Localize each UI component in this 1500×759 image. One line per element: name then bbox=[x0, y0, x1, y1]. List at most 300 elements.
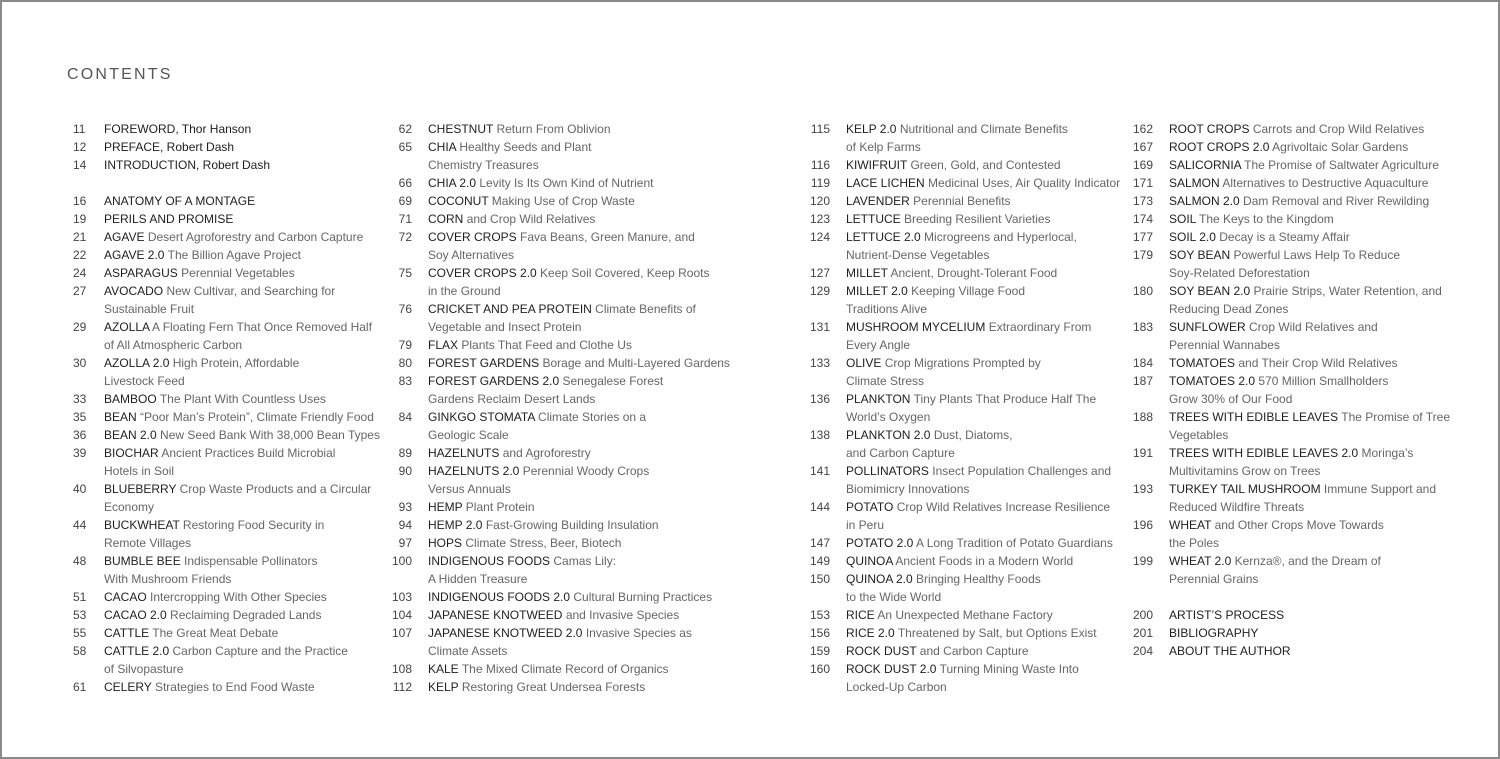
toc-entry-heading: CHIA bbox=[428, 140, 457, 154]
toc-entry[interactable] bbox=[1121, 624, 1450, 642]
toc-entry-line bbox=[428, 408, 646, 426]
toc-entry[interactable] bbox=[380, 354, 730, 372]
toc-entry[interactable] bbox=[56, 156, 380, 174]
toc-entry[interactable] bbox=[56, 606, 380, 624]
toc-entry-text bbox=[1169, 138, 1408, 156]
toc-entry-text bbox=[428, 300, 696, 336]
toc-entry-subtitle: Perennial Woody Crops bbox=[522, 464, 650, 478]
toc-page-number: 104 bbox=[391, 608, 412, 622]
toc-entry-subtitle: Climate Stories on a bbox=[538, 410, 647, 424]
toc-page-number: 144 bbox=[809, 500, 830, 514]
toc-entry-heading: MILLET bbox=[846, 266, 888, 280]
toc-entry[interactable] bbox=[798, 390, 1120, 426]
toc-entry[interactable] bbox=[56, 390, 380, 408]
toc-entry[interactable] bbox=[798, 462, 1120, 498]
toc-entry-heading: HAZELNUTS 2.0 bbox=[428, 464, 520, 478]
toc-entry[interactable] bbox=[798, 552, 1120, 570]
toc-entry-text bbox=[104, 282, 335, 318]
toc-entry[interactable] bbox=[56, 210, 380, 228]
toc-page-number: 108 bbox=[391, 662, 412, 676]
toc-page-number: 115 bbox=[810, 122, 830, 136]
toc-entry[interactable] bbox=[1121, 444, 1450, 480]
toc-entry-subtitle-continued: Traditions Alive bbox=[846, 302, 927, 316]
toc-entry-heading: SOY BEAN bbox=[1169, 248, 1231, 262]
toc-entry-line bbox=[846, 462, 1111, 480]
toc-entry[interactable] bbox=[380, 462, 730, 498]
toc-entry-subtitle-continued: in the Ground bbox=[428, 284, 501, 298]
toc-entry-text bbox=[1169, 246, 1400, 282]
toc-entry-text bbox=[104, 642, 348, 678]
toc-entry[interactable] bbox=[56, 552, 380, 588]
toc-entry[interactable] bbox=[380, 534, 730, 552]
toc-entry[interactable] bbox=[1121, 480, 1450, 516]
toc-entry-text bbox=[1169, 480, 1436, 516]
toc-entry-subtitle: and Agroforestry bbox=[502, 446, 591, 460]
toc-entry-heading: BIOCHAR bbox=[104, 446, 159, 460]
toc-entry-line bbox=[1169, 642, 1291, 660]
toc-entry-text bbox=[104, 408, 374, 426]
toc-entry-line bbox=[104, 192, 255, 210]
toc-page-number: 19 bbox=[73, 212, 87, 226]
toc-entry-line bbox=[1169, 372, 1388, 390]
toc-entry-heading: MUSHROOM MYCELIUM bbox=[846, 320, 986, 334]
toc-entry[interactable] bbox=[56, 318, 380, 354]
toc-entry-heading: PREFACE, Robert Dash bbox=[104, 140, 235, 154]
toc-entry-heading: JAPANESE KNOTWEED 2.0 bbox=[428, 626, 583, 640]
toc-entry[interactable] bbox=[56, 282, 380, 318]
toc-entry-subtitle: Tiny Plants That Produce Half The bbox=[913, 392, 1097, 406]
toc-entry-line bbox=[1169, 408, 1450, 426]
toc-entry-text bbox=[104, 426, 380, 444]
toc-entry-heading: KELP bbox=[428, 680, 459, 694]
toc-entry-subtitle-continued: Reducing Dead Zones bbox=[1169, 302, 1289, 316]
toc-entry-heading: CRICKET AND PEA PROTEIN bbox=[428, 302, 592, 316]
toc-entry-subtitle: Crop Migrations Prompted by bbox=[884, 356, 1041, 370]
toc-page-number: 201 bbox=[1132, 626, 1153, 640]
toc-entry[interactable] bbox=[380, 660, 730, 678]
toc-entry-line bbox=[428, 120, 611, 138]
toc-entry[interactable] bbox=[380, 588, 730, 606]
toc-entry[interactable] bbox=[798, 192, 1120, 210]
toc-entry-line bbox=[846, 210, 1051, 228]
toc-entry[interactable] bbox=[380, 192, 730, 210]
toc-entry[interactable] bbox=[1121, 228, 1450, 246]
toc-entry[interactable] bbox=[56, 444, 380, 480]
toc-page-number: 149 bbox=[809, 554, 830, 568]
toc-entry-text bbox=[428, 624, 692, 660]
toc-entry[interactable] bbox=[56, 516, 380, 552]
toc-entry[interactable] bbox=[1121, 408, 1450, 444]
toc-page-number: 65 bbox=[398, 140, 412, 154]
toc-entry-line bbox=[846, 318, 1091, 336]
toc-entry-subtitle: Threatened by Salt, but Options Exist bbox=[897, 626, 1097, 640]
toc-entry-line bbox=[1169, 552, 1381, 570]
toc-column-2 bbox=[380, 120, 730, 696]
toc-entry[interactable] bbox=[798, 282, 1120, 318]
toc-column-1 bbox=[56, 120, 380, 696]
toc-entry-line bbox=[428, 174, 653, 192]
toc-entry-subtitle-continued: Climate Assets bbox=[428, 644, 508, 658]
toc-entry-line bbox=[1169, 138, 1408, 156]
toc-page-number: 35 bbox=[73, 410, 87, 424]
toc-entry-line bbox=[846, 228, 1077, 246]
toc-entry-subtitle-continued: Remote Villages bbox=[104, 536, 192, 550]
toc-entry[interactable] bbox=[56, 228, 380, 246]
toc-entry-text bbox=[1169, 642, 1291, 660]
toc-page-number: 141 bbox=[809, 464, 830, 478]
toc-entry-subtitle: A Long Tradition of Potato Guardians bbox=[916, 536, 1113, 550]
toc-entry[interactable] bbox=[798, 570, 1120, 606]
toc-entry[interactable] bbox=[1121, 642, 1450, 660]
toc-entry-heading: FOREST GARDENS 2.0 bbox=[428, 374, 560, 388]
toc-entry-subtitle: Carrots and Crop Wild Relatives bbox=[1252, 122, 1425, 136]
toc-entry-text bbox=[428, 444, 591, 462]
toc-entry[interactable] bbox=[380, 624, 730, 660]
toc-entry-line bbox=[104, 426, 380, 444]
toc-entry-line bbox=[846, 282, 1025, 300]
toc-entry-subtitle: Turning Mining Waste Into bbox=[939, 662, 1079, 676]
toc-entry-text bbox=[846, 174, 1120, 192]
toc-entry-text bbox=[428, 354, 730, 372]
toc-entry-text bbox=[104, 354, 299, 390]
toc-entry-text bbox=[1169, 228, 1350, 246]
toc-entry-heading: RICE 2.0 bbox=[846, 626, 895, 640]
toc-entry-subtitle: Prairie Strips, Water Retention, and bbox=[1253, 284, 1442, 298]
toc-entry-subtitle: The Billion Agave Project bbox=[167, 248, 302, 262]
toc-entry-subtitle: The Promise of Tree bbox=[1341, 410, 1450, 424]
toc-entry-text bbox=[104, 588, 327, 606]
toc-page-number: 127 bbox=[809, 266, 830, 280]
toc-page-number: 169 bbox=[1132, 158, 1153, 172]
toc-entry-heading: TOMATOES 2.0 bbox=[1169, 374, 1256, 388]
toc-entry-line bbox=[428, 336, 632, 354]
toc-entry-heading: PLANKTON bbox=[846, 392, 911, 406]
toc-entry-subtitle-continued: A Hidden Treasure bbox=[428, 572, 528, 586]
toc-entry-text bbox=[1169, 318, 1378, 354]
toc-entry-heading: GINKGO STOMATA bbox=[428, 410, 535, 424]
toc-entry-subtitle-continued: to the Wide World bbox=[846, 590, 942, 604]
toc-entry-line bbox=[428, 462, 649, 480]
toc-entry[interactable] bbox=[798, 156, 1120, 174]
toc-entry-subtitle: Restoring Food Security in bbox=[182, 518, 325, 532]
toc-entry[interactable] bbox=[1121, 210, 1450, 228]
toc-entry[interactable] bbox=[56, 192, 380, 210]
toc-entry[interactable] bbox=[380, 228, 730, 264]
toc-page-number: 133 bbox=[809, 356, 830, 370]
toc-entry-subtitle: Healthy Seeds and Plant bbox=[459, 140, 592, 154]
toc-entry-line bbox=[1169, 156, 1439, 174]
toc-entry[interactable] bbox=[798, 426, 1120, 462]
toc-entry-heading: BUCKWHEAT bbox=[104, 518, 180, 532]
toc-entry-line bbox=[104, 138, 234, 156]
toc-entry[interactable] bbox=[798, 660, 1120, 696]
toc-entry-line bbox=[428, 588, 712, 606]
toc-page-number: 39 bbox=[73, 446, 87, 460]
toc-entry-line bbox=[428, 498, 535, 516]
toc-entry-subtitle: Keeping Village Food bbox=[911, 284, 1026, 298]
toc-entry[interactable] bbox=[56, 588, 380, 606]
toc-entry-line bbox=[104, 606, 321, 624]
page-title: CONTENTS bbox=[67, 66, 173, 83]
toc-entry[interactable] bbox=[380, 210, 730, 228]
toc-entry[interactable] bbox=[56, 120, 380, 138]
toc-entry[interactable] bbox=[1121, 372, 1450, 408]
toc-entry-heading: INDIGENOUS FOODS 2.0 bbox=[428, 590, 571, 604]
toc-entry-line bbox=[846, 642, 1029, 660]
toc-entry[interactable] bbox=[798, 318, 1120, 354]
toc-entry-heading: CACAO bbox=[104, 590, 147, 604]
toc-entry-subtitle-continued: Grow 30% of Our Food bbox=[1169, 392, 1293, 406]
toc-entry-subtitle: Perennial Benefits bbox=[913, 194, 1011, 208]
toc-entry-text bbox=[846, 642, 1029, 660]
toc-page-number: 27 bbox=[73, 284, 87, 298]
toc-entry[interactable] bbox=[380, 444, 730, 462]
toc-entry-text bbox=[846, 354, 1041, 390]
toc-entry[interactable] bbox=[56, 678, 380, 696]
toc-entry-subtitle: Desert Agroforestry and Carbon Capture bbox=[147, 230, 364, 244]
toc-entry-subtitle: and Their Crop Wild Relatives bbox=[1238, 356, 1398, 370]
toc-entry-text bbox=[104, 624, 278, 642]
toc-entry-line bbox=[846, 120, 1068, 138]
toc-entry[interactable] bbox=[1121, 606, 1450, 624]
toc-entry[interactable] bbox=[56, 354, 380, 390]
toc-entry[interactable] bbox=[798, 624, 1120, 642]
toc-entry-line bbox=[428, 624, 692, 642]
toc-entry[interactable] bbox=[380, 264, 730, 300]
toc-entry-text bbox=[104, 678, 315, 696]
toc-entry-line bbox=[1169, 120, 1424, 138]
toc-entry-subtitle-continued: in Peru bbox=[846, 518, 885, 532]
toc-entry-text bbox=[428, 192, 635, 210]
toc-page-number: 83 bbox=[398, 374, 412, 388]
toc-page-number: 180 bbox=[1132, 284, 1153, 298]
toc-entry-subtitle: Strategies to End Food Waste bbox=[154, 680, 315, 694]
toc-entry[interactable] bbox=[798, 228, 1120, 264]
toc-entry-subtitle: The Promise of Saltwater Agriculture bbox=[1244, 158, 1439, 172]
toc-entry-line bbox=[846, 534, 1113, 552]
toc-entry-subtitle: Moringa’s bbox=[1361, 446, 1414, 460]
toc-entry-heading: CELERY bbox=[104, 680, 152, 694]
toc-entry-heading: POTATO 2.0 bbox=[846, 536, 914, 550]
toc-entry[interactable] bbox=[1121, 282, 1450, 318]
toc-entry-line bbox=[428, 372, 663, 390]
toc-entry[interactable] bbox=[1121, 156, 1450, 174]
toc-entry-line bbox=[1169, 606, 1284, 624]
toc-entry-subtitle: Nutritional and Climate Benefits bbox=[899, 122, 1068, 136]
toc-entry-heading: COVER CROPS bbox=[428, 230, 517, 244]
toc-entry-subtitle: and Invasive Species bbox=[565, 608, 680, 622]
toc-entry-text bbox=[104, 264, 295, 282]
toc-entry[interactable] bbox=[1121, 516, 1450, 552]
toc-entry[interactable] bbox=[798, 210, 1120, 228]
toc-entry-line bbox=[1169, 246, 1400, 264]
toc-entry-text bbox=[104, 138, 234, 156]
toc-entry-subtitle: Breeding Resilient Varieties bbox=[904, 212, 1051, 226]
toc-entry-subtitle: Senegalese Forest bbox=[562, 374, 664, 388]
toc-entry[interactable] bbox=[380, 138, 730, 174]
toc-entry-text bbox=[428, 228, 695, 264]
toc-entry[interactable] bbox=[1121, 354, 1450, 372]
toc-entry[interactable] bbox=[56, 246, 380, 264]
toc-entry[interactable] bbox=[798, 606, 1120, 624]
toc-entry-line bbox=[1169, 516, 1384, 534]
toc-entry[interactable] bbox=[798, 498, 1120, 534]
toc-page-number: 193 bbox=[1132, 482, 1153, 496]
toc-entry-heading: HEMP bbox=[428, 500, 463, 514]
toc-page-number: 174 bbox=[1132, 212, 1153, 226]
toc-entry[interactable] bbox=[380, 498, 730, 516]
toc-entry-heading: KIWIFRUIT bbox=[846, 158, 908, 172]
toc-entry-heading: ANATOMY OF A MONTAGE bbox=[104, 194, 256, 208]
toc-entry-text bbox=[104, 318, 372, 354]
toc-entry-text bbox=[846, 120, 1068, 156]
toc-entry[interactable] bbox=[380, 516, 730, 534]
toc-spacer bbox=[56, 174, 380, 192]
toc-entry-heading: LAVENDER bbox=[846, 194, 910, 208]
toc-entry[interactable] bbox=[798, 642, 1120, 660]
toc-entry[interactable] bbox=[380, 300, 730, 336]
toc-entry-subtitle-continued: Nutrient-Dense Vegetables bbox=[846, 248, 990, 262]
toc-entry-subtitle-continued: Sustainable Fruit bbox=[104, 302, 195, 316]
toc-page-number: 48 bbox=[73, 554, 87, 568]
toc-entry-line bbox=[428, 678, 645, 696]
toc-page-number: 183 bbox=[1132, 320, 1153, 334]
toc-entry[interactable] bbox=[56, 642, 380, 678]
toc-entry-heading: AGAVE bbox=[104, 230, 145, 244]
toc-entry-text bbox=[428, 606, 679, 624]
toc-entry-text bbox=[428, 210, 595, 228]
toc-entry-heading: POTATO bbox=[846, 500, 894, 514]
toc-entry-line bbox=[104, 588, 327, 606]
toc-entry-heading: SOY BEAN 2.0 bbox=[1169, 284, 1251, 298]
toc-page-number: 94 bbox=[398, 518, 412, 532]
toc-entry-heading: AVOCADO bbox=[104, 284, 164, 298]
toc-page-number: 131 bbox=[809, 320, 830, 334]
toc-entry-line bbox=[846, 606, 1053, 624]
toc-entry-heading: SALICORNIA bbox=[1169, 158, 1242, 172]
toc-entry-text bbox=[1169, 282, 1442, 318]
toc-entry[interactable] bbox=[1121, 318, 1450, 354]
toc-entry-text bbox=[1169, 210, 1334, 228]
toc-entry-line bbox=[846, 552, 1073, 570]
toc-spacer bbox=[1121, 588, 1450, 606]
toc-page-number: 29 bbox=[73, 320, 87, 334]
toc-entry-heading: SOIL 2.0 bbox=[1169, 230, 1216, 244]
toc-entry-heading: PLANKTON 2.0 bbox=[846, 428, 931, 442]
toc-entry-subtitle-continued: Vegetables bbox=[1169, 428, 1229, 442]
toc-entry[interactable] bbox=[1121, 138, 1450, 156]
toc-entry[interactable] bbox=[1121, 246, 1450, 282]
toc-page-number: 179 bbox=[1132, 248, 1153, 262]
toc-entry-line bbox=[104, 444, 335, 462]
toc-page-number: 160 bbox=[809, 662, 830, 676]
toc-page-number: 187 bbox=[1132, 374, 1153, 388]
toc-entry-heading: POLLINATORS bbox=[846, 464, 929, 478]
toc-entry-subtitle: Dam Removal and River Rewilding bbox=[1243, 194, 1430, 208]
toc-entry-line bbox=[104, 210, 233, 228]
toc-page-number: 69 bbox=[398, 194, 412, 208]
toc-entry-subtitle: Extraordinary From bbox=[988, 320, 1092, 334]
toc-entry[interactable] bbox=[798, 174, 1120, 192]
toc-entry-subtitle-continued: Every Angle bbox=[846, 338, 911, 352]
toc-page-number: 153 bbox=[809, 608, 830, 622]
toc-entry-text bbox=[428, 372, 663, 408]
toc-entry-line bbox=[428, 444, 591, 462]
toc-entry-text bbox=[1169, 156, 1439, 174]
toc-entry[interactable] bbox=[1121, 192, 1450, 210]
toc-entry-subtitle-continued: Multivitamins Grow on Trees bbox=[1169, 464, 1321, 478]
toc-page-number: 66 bbox=[398, 176, 412, 190]
toc-entry-subtitle-continued: Economy bbox=[104, 500, 155, 514]
toc-entry-subtitle: The Great Meat Debate bbox=[152, 626, 279, 640]
toc-entry[interactable] bbox=[380, 336, 730, 354]
toc-entry[interactable] bbox=[380, 552, 730, 588]
toc-entry-subtitle: Kernza®, and the Dream of bbox=[1234, 554, 1381, 568]
toc-entry[interactable] bbox=[798, 354, 1120, 390]
toc-page-number: 119 bbox=[810, 176, 830, 190]
toc-entry[interactable] bbox=[380, 408, 730, 444]
toc-entry[interactable] bbox=[380, 678, 730, 696]
toc-entry[interactable] bbox=[1121, 174, 1450, 192]
toc-page-number: 22 bbox=[73, 248, 87, 262]
toc-entry-line bbox=[104, 390, 326, 408]
toc-entry-subtitle: Ancient Practices Build Microbial bbox=[161, 446, 336, 460]
toc-entry-line bbox=[846, 498, 1110, 516]
toc-entry-heading: LETTUCE bbox=[846, 212, 901, 226]
toc-page-number: 162 bbox=[1132, 122, 1153, 136]
toc-entry-heading: FLAX bbox=[428, 338, 459, 352]
toc-entry[interactable] bbox=[380, 120, 730, 138]
toc-entry-text bbox=[428, 336, 632, 354]
toc-page-number: 200 bbox=[1132, 608, 1153, 622]
toc-page-number: 167 bbox=[1132, 140, 1153, 154]
toc-page-number: 191 bbox=[1132, 446, 1153, 460]
toc-entry-text bbox=[846, 210, 1051, 228]
toc-entry[interactable] bbox=[56, 138, 380, 156]
toc-page-number: 150 bbox=[809, 572, 830, 586]
toc-entry-heading: PERILS AND PROMISE bbox=[104, 212, 234, 226]
toc-entry-heading: BEAN 2.0 bbox=[104, 428, 157, 442]
toc-entry-text bbox=[846, 282, 1025, 318]
toc-entry-heading: SUNFLOWER bbox=[1169, 320, 1246, 334]
toc-entry[interactable] bbox=[1121, 552, 1450, 588]
toc-entry-subtitle: Powerful Laws Help To Reduce bbox=[1233, 248, 1401, 262]
toc-entry-line bbox=[428, 300, 696, 318]
toc-page-number: 40 bbox=[73, 482, 87, 496]
toc-entry-line bbox=[1169, 192, 1429, 210]
toc-page-number: 97 bbox=[398, 536, 412, 550]
toc-entry-text bbox=[104, 606, 321, 624]
toc-entry[interactable] bbox=[380, 174, 730, 192]
toc-entry-text bbox=[1169, 516, 1384, 552]
toc-entry[interactable] bbox=[56, 624, 380, 642]
toc-entry[interactable] bbox=[56, 426, 380, 444]
toc-page-number: 107 bbox=[391, 626, 412, 640]
toc-entry[interactable] bbox=[798, 534, 1120, 552]
toc-entry[interactable] bbox=[798, 120, 1120, 156]
toc-entry[interactable] bbox=[56, 408, 380, 426]
toc-entry-heading: SALMON 2.0 bbox=[1169, 194, 1240, 208]
toc-entry-subtitle: “Poor Man’s Protein”, Climate Friendly Food bbox=[140, 410, 374, 424]
toc-entry[interactable] bbox=[380, 372, 730, 408]
toc-entry-line bbox=[1169, 282, 1442, 300]
toc-entry[interactable] bbox=[1121, 120, 1450, 138]
toc-entry[interactable] bbox=[56, 264, 380, 282]
toc-entry[interactable] bbox=[56, 480, 380, 516]
toc-entry-subtitle: Alternatives to Destructive Aquaculture bbox=[1222, 176, 1429, 190]
toc-entry[interactable] bbox=[798, 264, 1120, 282]
toc-entry[interactable] bbox=[380, 606, 730, 624]
